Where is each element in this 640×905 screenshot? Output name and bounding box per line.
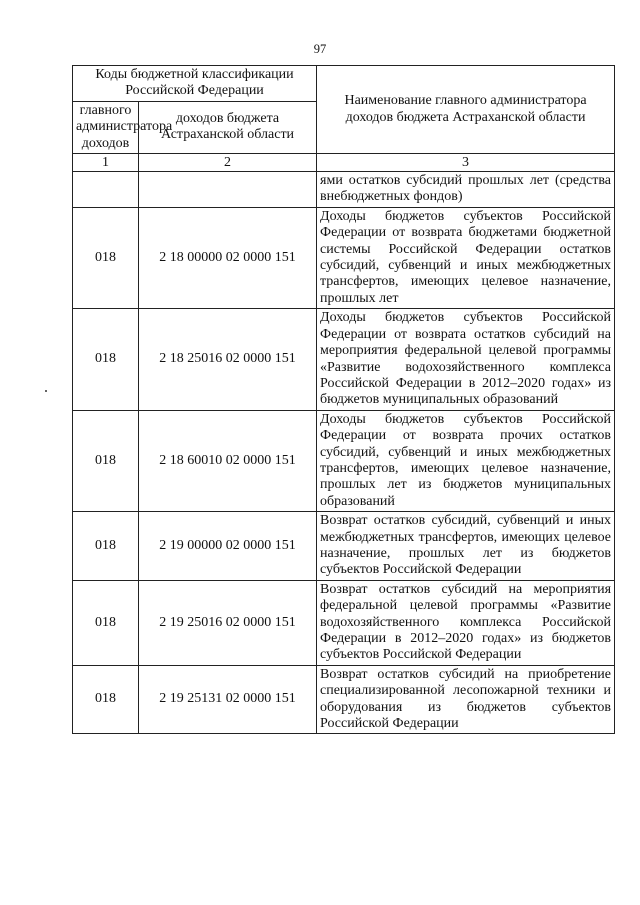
admin-code-cell: 018 [73, 207, 139, 308]
admin-code-cell: 018 [73, 665, 139, 734]
page-number: 97 [313, 42, 327, 56]
table-row [73, 207, 615, 308]
header-col3-title: Наименование главного администратора доходов бюджета Астраханской области [317, 66, 615, 154]
table-row [73, 172, 615, 208]
income-code-cell: 2 18 60010 02 0000 151 [139, 410, 317, 511]
admin-code-cell: 018 [73, 410, 139, 511]
name-cell: Доходы бюджетов субъектов Российской Федерации от возврата остатков субсидий на мероприятия федеральной целевой программы «Развитие водохозяйственного комплекса Российской Федерации в 2012–2020 годах» из бюджетов муниципальных образований [317, 309, 615, 410]
income-code-cell: 2 19 25131 02 0000 151 [139, 665, 317, 734]
table-row [73, 580, 615, 665]
admin-code-cell: 018 [73, 309, 139, 410]
income-code-cell: 2 19 00000 02 0000 151 [139, 512, 317, 581]
table-row [73, 410, 615, 511]
name-cell: Возврат остатков субсидий на приобретение специализированной лесопожарной техники и оборудования из бюджетов субъектов Российской Федерации [317, 665, 615, 734]
budget-classification-table [72, 65, 615, 734]
header-group-title: Коды бюджетной классификации Российской Федерации [73, 66, 317, 102]
income-code-cell: 2 19 25016 02 0000 151 [139, 580, 317, 665]
table-row [73, 512, 615, 581]
income-code-cell: 2 18 00000 02 0000 151 [139, 207, 317, 308]
name-cell: Доходы бюджетов субъектов Российской Федерации от возврата прочих остатков субсидий, субвенций и иных межбюджетных трансфертов, имеющих целевое назначение, прошлых лет из бюджетов муниципальных образований [317, 410, 615, 511]
name-cell: Возврат остатков субсидий на мероприятия федеральной целевой программы «Развитие водохозяйственного комплекса Российской Федерации в 2012–2020 годах» из бюджетов субъектов Российской Федерации [317, 580, 615, 665]
name-cell: Доходы бюджетов субъектов Российской Федерации от возврата бюджетами бюджетной системы Российской Федерации остатков субсидий, субвенций и иных межбюджетных трансфертов, имеющих целевое назначение, прошлых лет [317, 207, 615, 308]
column-number: 1 [73, 154, 139, 172]
column-number: 3 [317, 154, 615, 172]
table-row [73, 665, 615, 734]
column-number: 2 [139, 154, 317, 172]
name-cell: Возврат остатков субсидий, субвенций и иных межбюджетных трансфертов, имеющих целевое назначение, прошлых лет из бюджетов субъектов Российской Федерации [317, 512, 615, 581]
admin-code-cell: 018 [73, 512, 139, 581]
admin-code-cell [73, 172, 139, 208]
margin-dot [45, 390, 47, 392]
table-row [73, 309, 615, 410]
admin-code-cell: 018 [73, 580, 139, 665]
income-code-cell: 2 18 25016 02 0000 151 [139, 309, 317, 410]
income-code-cell [139, 172, 317, 208]
header-col2-title: доходов бюджета Астраханской области [139, 101, 317, 153]
name-cell: ями остатков субсидий прошлых лет (средства внебюджетных фондов) [317, 172, 615, 208]
header-col1-title: главного администратора доходов [73, 101, 139, 153]
